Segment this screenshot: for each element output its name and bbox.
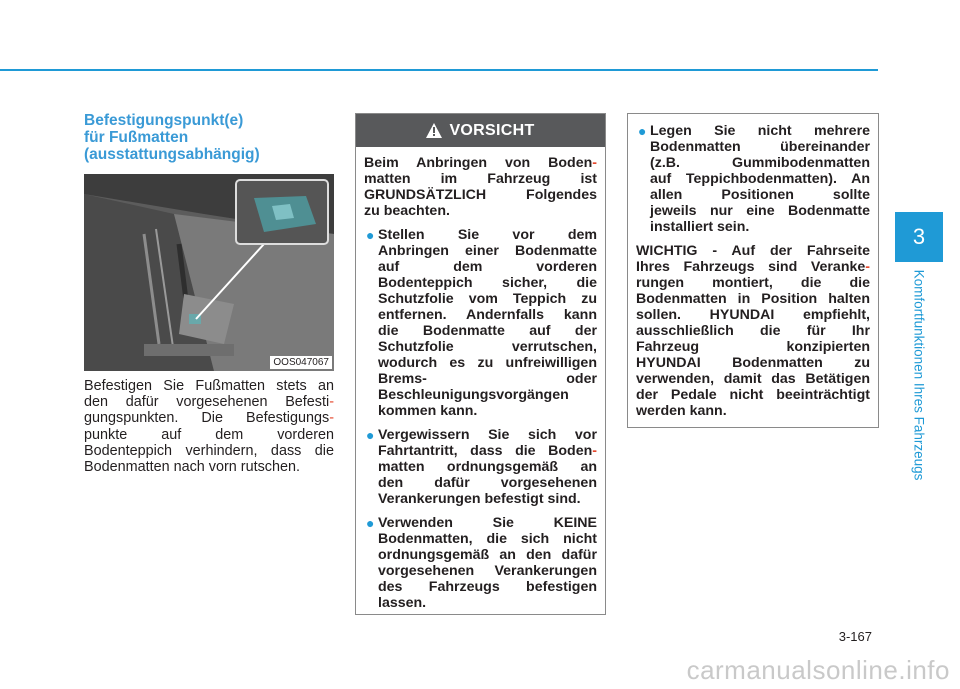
hyphen-mark: - <box>329 410 334 427</box>
bullet-line: Verwenden Sie KEINE <box>378 515 597 531</box>
bullet-line: des Fahrzeugs befestigen <box>378 579 597 595</box>
caution-bullet <box>636 123 870 235</box>
bullet-line: Schutzfolie vom Teppich zu <box>378 291 597 307</box>
bullet-line: Stellen Sie vor dem <box>378 227 597 243</box>
caution-bullet <box>364 515 597 611</box>
caution-intro <box>364 155 597 219</box>
bullet-dot-icon: ● <box>366 227 375 243</box>
note-line: Ihres Fahrzeugs sind Veranke- <box>636 259 870 275</box>
section-title-line: für Fußmatten <box>84 129 189 146</box>
watermark: carmanualsonline.info <box>686 655 950 685</box>
note-line: verwenden, damit das Betätigen <box>636 371 870 387</box>
bullet-line: (z.B. Gummibodenmatten <box>650 155 870 171</box>
note-line: sollen. HYUNDAI empfiehlt, <box>636 307 870 323</box>
bullet-line: jeweils nur eine Bodenmatte <box>650 203 870 219</box>
caution-intro-line: zu beachten. <box>364 203 450 219</box>
note-line: der Pedale nicht beeinträchtigt <box>636 387 870 403</box>
bullet-dot-icon: ● <box>638 123 647 139</box>
caution-continued-box <box>627 113 879 428</box>
bullet-line: lassen. <box>378 595 427 611</box>
bullet-line: vorgesehenen Verankerungen <box>378 563 597 579</box>
bullet-line: den dafür vorgesehenen <box>378 475 597 491</box>
bullet-line: Verankerungen befestigt sind. <box>378 491 581 507</box>
hyphen-mark: - <box>329 394 334 411</box>
note-line: werden kann. <box>636 403 727 419</box>
body-line: Bodenteppich verhindern, dass die <box>84 442 334 459</box>
note-line: rungen montiert, die die <box>636 275 870 291</box>
warning-triangle-icon <box>426 123 442 138</box>
body-line: punkte auf dem vorderen <box>84 426 334 443</box>
bullet-line: die Bodenmatte auf der <box>378 323 597 339</box>
caution-header <box>356 114 605 147</box>
body-line: Befestigen Sie Fußmatten stets an <box>84 378 334 394</box>
bullet-line: matten ordnungsgemäß an <box>378 459 597 475</box>
body-line: den dafür vorgesehenen Befesti- <box>84 394 334 411</box>
bullet-line: Brems- oder <box>378 371 597 387</box>
caution-intro-line: GRUNDSÄTZLICH Folgendes <box>364 187 597 203</box>
body-line: Bodenmatten nach vorn rutschen. <box>84 459 300 476</box>
bullet-line: Fahrtantritt, dass die Boden- <box>378 443 597 459</box>
page-number: 3-167 <box>838 629 872 644</box>
caution-heading: VORSICHT <box>449 121 535 139</box>
note-line: Bodenmatten in Position halten <box>636 291 870 307</box>
bullet-line: Vergewissern Sie sich vor <box>378 427 597 443</box>
bullet-line: entfernen. Andernfalls kann <box>378 307 597 323</box>
bullet-line: Legen Sie nicht mehrere <box>650 123 870 139</box>
bullet-line: allen Positionen sollte <box>650 187 870 203</box>
bullet-line: Beschleunigungsvorgängen <box>378 387 569 403</box>
bullet-line: Bodenmatten, die sich nicht <box>378 531 597 547</box>
section-title-line: Befestigungspunkt(e) <box>84 112 244 129</box>
note-line: HYUNDAI Bodenmatten zu <box>636 355 870 371</box>
bullet-line: Bodenteppich sicher, die <box>378 275 597 291</box>
body-line: gungspunkten. Die Befestigungs- <box>84 410 334 427</box>
hyphen-mark: - <box>592 443 597 459</box>
body-paragraph <box>84 378 334 475</box>
top-rule <box>0 69 878 71</box>
caution-intro-line: matten im Fahrzeug ist <box>364 171 597 187</box>
caution-bullet <box>364 427 597 507</box>
important-note <box>636 243 870 419</box>
note-line: WICHTIG - Auf der Fahrseite <box>636 243 870 259</box>
hyphen-mark: - <box>865 259 870 275</box>
caution-box <box>355 113 606 615</box>
bullet-line: Schutzfolie verrutschen, <box>378 339 597 355</box>
bullet-line: ordnungsgemäß an den dafür <box>378 547 597 563</box>
note-line: ausschließlich die für Ihr <box>636 323 870 339</box>
section-title <box>84 112 334 163</box>
bullet-line: wodurch es zu unfreiwilligen <box>378 355 597 371</box>
bullet-line: Anbringen einer Bodenmatte <box>378 243 597 259</box>
chapter-number-tab: 3 <box>895 212 943 262</box>
bullet-dot-icon: ● <box>366 427 375 443</box>
bullet-line: Bodenmatten übereinander <box>650 139 870 155</box>
chapter-label: Komfortfunktionen Ihres Fahrzeugs <box>911 269 927 481</box>
bullet-line: installiert sein. <box>650 219 750 235</box>
bullet-line: kommen kann. <box>378 403 478 419</box>
photo-caption: OOS047067 <box>270 356 332 369</box>
bullet-line: auf Teppichbodenmatten). An <box>650 171 870 187</box>
note-line: Fahrzeug konzipierten <box>636 339 870 355</box>
photo-illustration <box>84 174 334 371</box>
hyphen-mark: - <box>592 155 597 171</box>
bullet-line: auf dem vorderen <box>378 259 597 275</box>
bullet-dot-icon: ● <box>366 515 375 531</box>
caution-bullet <box>364 227 597 419</box>
floor-mat-anchor-photo <box>84 174 334 371</box>
caution-intro-line: Beim Anbringen von Boden- <box>364 155 597 171</box>
section-title-line: (ausstattungsabhängig) <box>84 146 260 163</box>
